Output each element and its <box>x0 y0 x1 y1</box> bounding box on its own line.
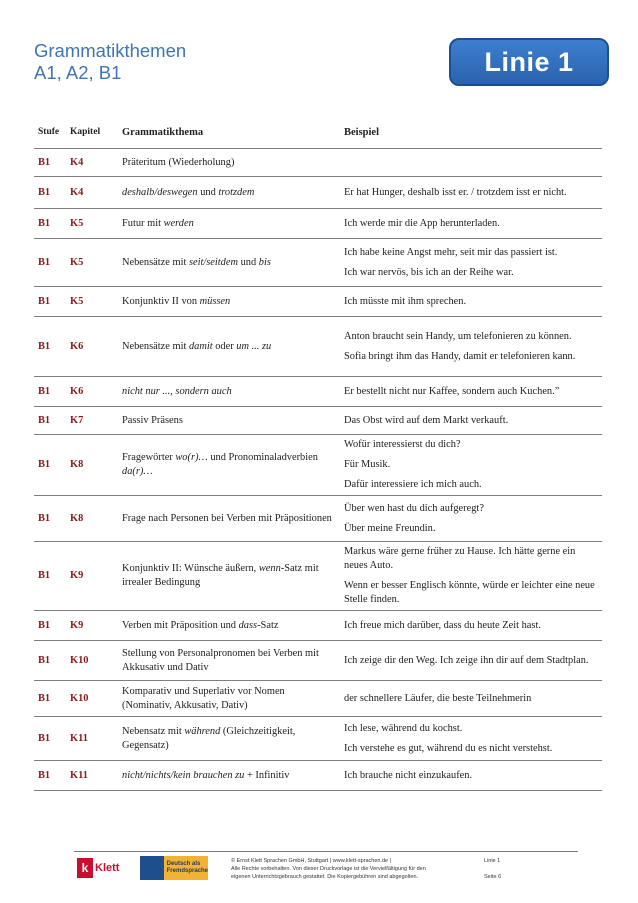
cell-grammatikthema: Präteritum (Wiederholung) <box>118 149 340 177</box>
beispiel-line: Anton braucht sein Handy, um telefonieren zu können. <box>344 330 572 342</box>
cell-beispiel <box>340 149 602 177</box>
beispiel-line: Ich werde mir die App herunterladen. <box>344 217 500 229</box>
klett-logo-text: Klett <box>95 862 120 874</box>
copyright-line-2: Alle Rechte vorbehalten. Von dieser Druckvorlage ist die Vervielfältigung für den <box>231 866 426 872</box>
cell-grammatikthema: Futur mit werden <box>118 209 340 239</box>
beispiel-line: Sofia bringt ihm das Handy, damit er telefonieren kann. <box>344 350 576 362</box>
cell-kapitel: K6 <box>66 377 118 407</box>
cell-beispiel <box>340 287 602 317</box>
cell-beispiel <box>340 317 602 377</box>
beispiel-line: Wenn er besser Englisch könnte, würde er leichter eine neue Stelle finden. <box>344 580 595 605</box>
table-row <box>34 641 602 681</box>
column-header-grammatikthema: Grammatikthema <box>118 116 340 149</box>
cell-grammatikthema: Nebensatz mit während (Gleichzeitigkeit, Gegensatz) <box>118 717 340 761</box>
cell-stufe: B1 <box>34 542 66 611</box>
cell-stufe: B1 <box>34 177 66 209</box>
cell-beispiel <box>340 717 602 761</box>
cell-beispiel <box>340 681 602 717</box>
cell-kapitel: K9 <box>66 542 118 611</box>
cell-beispiel <box>340 209 602 239</box>
table-row <box>34 149 602 177</box>
beispiel-line: der schnellere Läufer, die beste Teilnehmerin <box>344 692 532 704</box>
column-header-stufe: Stufe <box>34 116 66 149</box>
beispiel-line: Für Musik. <box>344 459 391 470</box>
cell-kapitel: K6 <box>66 317 118 377</box>
cell-beispiel <box>340 377 602 407</box>
cell-kapitel: K5 <box>66 209 118 239</box>
cell-grammatikthema: Nebensätze mit seit/seitdem und bis <box>118 239 340 287</box>
table-row <box>34 177 602 209</box>
footer-divider <box>74 851 578 852</box>
column-header-beispiel: Beispiel <box>340 116 602 149</box>
beispiel-line: Ich war nervös, bis ich an der Reihe war. <box>344 266 514 278</box>
cell-stufe: B1 <box>34 317 66 377</box>
page-number: Seite 6 <box>484 874 502 880</box>
cell-stufe: B1 <box>34 761 66 791</box>
cell-grammatikthema: nicht nur ..., sondern auch <box>118 377 340 407</box>
table-row <box>34 542 602 611</box>
cell-kapitel: K7 <box>66 407 118 435</box>
table-row <box>34 717 602 761</box>
cell-grammatikthema: nicht/nichts/kein brauchen zu + Infinitiv <box>118 761 340 791</box>
cell-kapitel: K11 <box>66 761 118 791</box>
cell-grammatikthema: Nebensätze mit damit oder um ... zu <box>118 317 340 377</box>
series-name: Linie 1 <box>484 858 501 864</box>
cell-stufe: B1 <box>34 287 66 317</box>
cell-stufe: B1 <box>34 717 66 761</box>
title-line-1: Grammatikthemen <box>34 40 187 61</box>
cell-grammatikthema: Stellung von Personalpronomen bei Verben mit Akkusativ und Dativ <box>118 641 340 681</box>
table-row <box>34 317 602 377</box>
cell-grammatikthema: Verben mit Präposition und dass-Satz <box>118 611 340 641</box>
beispiel-line: Er hat Hunger, deshalb isst er. / trotzdem isst er nicht. <box>344 186 567 198</box>
beispiel-line: Ich zeige dir den Weg. Ich zeige ihn dir auf dem Stadtplan. <box>344 654 589 666</box>
beispiel-line: Ich verstehe es gut, während du es nicht verstehst. <box>344 742 553 754</box>
cell-kapitel: K8 <box>66 435 118 496</box>
beispiel-line: Ich brauche nicht einzukaufen. <box>344 769 473 781</box>
cell-kapitel: K4 <box>66 149 118 177</box>
cell-beispiel <box>340 239 602 287</box>
table-row <box>34 611 602 641</box>
cell-beispiel <box>340 542 602 611</box>
cell-beispiel <box>340 407 602 435</box>
table-row <box>34 377 602 407</box>
column-header-kapitel: Kapitel <box>66 116 118 149</box>
cell-grammatikthema: deshalb/deswegen und trotzdem <box>118 177 340 209</box>
daf-logo <box>140 856 208 880</box>
linie1-logo: Linie 1 <box>449 38 609 86</box>
cell-grammatikthema: Fragewörter wo(r)… und Pronominaladverbien da(r)… <box>118 435 340 496</box>
copyright-line-1: © Ernst Klett Sprachen GmbH, Stuttgart | www.klett-sprachen.de | <box>231 858 392 864</box>
cell-stufe: B1 <box>34 496 66 542</box>
cell-stufe: B1 <box>34 209 66 239</box>
table-row <box>34 496 602 542</box>
page-info <box>484 857 501 881</box>
cell-beispiel <box>340 177 602 209</box>
beispiel-line: Dafür interessiere ich mich auch. <box>344 479 482 490</box>
beispiel-line: Ich müsste mit ihm sprechen. <box>344 295 467 307</box>
beispiel-line: Ich freue mich darüber, dass du heute Zeit hast. <box>344 619 541 631</box>
cell-stufe: B1 <box>34 407 66 435</box>
table-row <box>34 435 602 496</box>
cell-beispiel <box>340 641 602 681</box>
cell-kapitel: K4 <box>66 177 118 209</box>
table-row <box>34 209 602 239</box>
cell-kapitel: K9 <box>66 611 118 641</box>
cell-kapitel: K10 <box>66 641 118 681</box>
table-row <box>34 681 602 717</box>
cell-grammatikthema: Konjunktiv II von müssen <box>118 287 340 317</box>
cell-grammatikthema: Konjunktiv II: Wünsche äußern, wenn-Satz mit irrealer Bedingung <box>118 542 340 611</box>
cell-kapitel: K8 <box>66 496 118 542</box>
copyright-line-3: eigenen Unterrichtsgebrauch gestattet. Die Kopiergebühren sind abgegolten. <box>231 874 419 880</box>
cell-beispiel <box>340 435 602 496</box>
cell-stufe: B1 <box>34 239 66 287</box>
cell-kapitel: K5 <box>66 239 118 287</box>
cell-stufe: B1 <box>34 641 66 681</box>
beispiel-line: Das Obst wird auf dem Markt verkauft. <box>344 414 509 426</box>
cell-stufe: B1 <box>34 681 66 717</box>
title-line-2: A1, A2, B1 <box>34 62 122 83</box>
table-row <box>34 287 602 317</box>
daf-line-2: Fremdsprache <box>166 868 208 874</box>
cell-grammatikthema: Komparativ und Superlativ vor Nomen (Nominativ, Akkusativ, Dativ) <box>118 681 340 717</box>
copyright-notice <box>231 857 471 881</box>
beispiel-line: Ich lese, während du kochst. <box>344 722 463 734</box>
cell-grammatikthema: Frage nach Personen bei Verben mit Präpositionen <box>118 496 340 542</box>
beispiel-line: Über meine Freundin. <box>344 522 436 534</box>
table-row <box>34 761 602 791</box>
cell-stufe: B1 <box>34 149 66 177</box>
table-header-row <box>34 116 602 149</box>
beispiel-line: Wofür interessierst du dich? <box>344 439 461 450</box>
cell-kapitel: K11 <box>66 717 118 761</box>
cell-beispiel <box>340 496 602 542</box>
cell-stufe: B1 <box>34 611 66 641</box>
cell-beispiel <box>340 761 602 791</box>
beispiel-line: Er bestellt nicht nur Kaffee, sondern auch Kuchen.” <box>344 385 560 397</box>
table-body <box>34 149 602 791</box>
cell-kapitel: K10 <box>66 681 118 717</box>
klett-mark-icon: k <box>77 858 93 878</box>
beispiel-line: Markus wäre gerne früher zu Hause. Ich hätte gerne ein neues Auto. <box>344 546 576 571</box>
daf-line-1: Deutsch als <box>166 861 201 867</box>
cell-grammatikthema: Passiv Präsens <box>118 407 340 435</box>
cell-stufe: B1 <box>34 435 66 496</box>
grammar-table <box>34 116 602 791</box>
beispiel-line: Über wen hast du dich aufgeregt? <box>344 502 484 514</box>
daf-mark-icon <box>140 856 164 880</box>
cell-stufe: B1 <box>34 377 66 407</box>
beispiel-line: Ich habe keine Angst mehr, seit mir das passiert ist. <box>344 246 558 258</box>
document-title <box>34 40 186 84</box>
table-row <box>34 407 602 435</box>
cell-beispiel <box>340 611 602 641</box>
klett-logo <box>77 857 123 879</box>
cell-kapitel: K5 <box>66 287 118 317</box>
table-row <box>34 239 602 287</box>
